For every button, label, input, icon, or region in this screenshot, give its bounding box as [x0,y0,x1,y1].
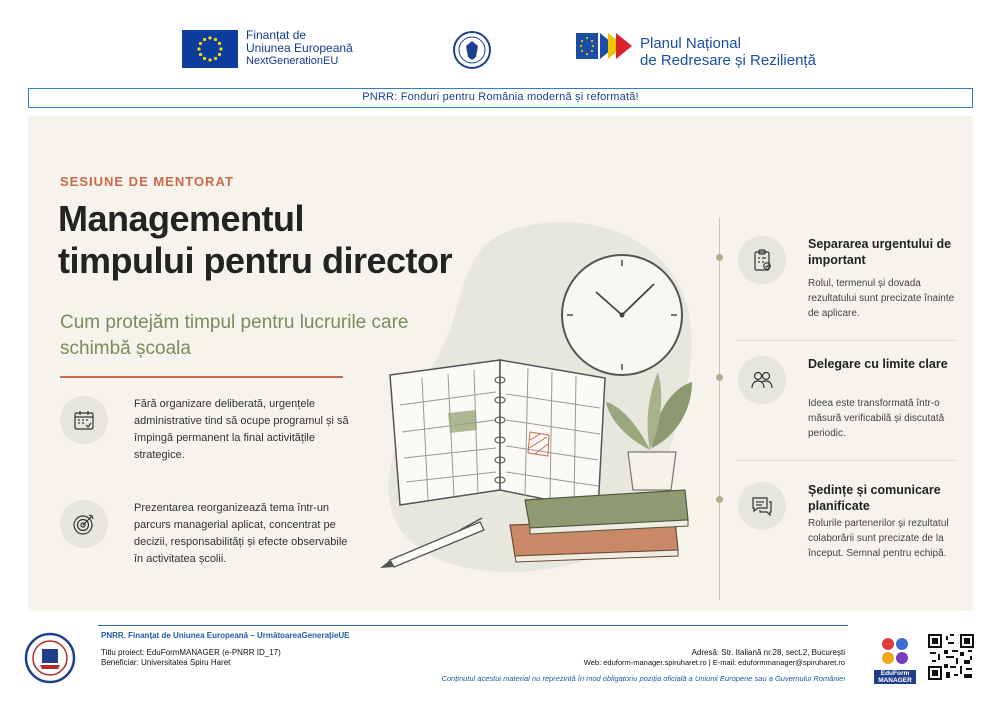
divider [60,376,343,378]
open-planner-icon [390,360,605,510]
left-feature-text: Prezentarea reorganizează tema într-un parcurs managerial aplicat, concentrat pe decizii, responsabilități și efecte observabile în activitatea școlii. [134,502,348,565]
clipboard-check-icon [738,236,786,284]
footer-line [98,625,848,626]
separator [736,460,956,461]
eduform-label [874,670,916,684]
timeline-dot [716,374,723,381]
eu-funding-text [246,29,353,68]
calendar-check-icon [60,396,108,444]
clock-icon [562,255,682,375]
target-icon [60,500,108,548]
planner-illustration [360,200,700,600]
footer-web[interactable]: Web: eduform-manager.spiruharet.ro | E-mail: eduformmanager@spiruharet.ro [583,658,845,667]
left-feature [60,396,350,476]
eu-line-3: NextGenerationEU [246,55,339,67]
pnrr-line-1: Planul Național [640,35,741,52]
eu-flag-icon [182,30,238,68]
right-feature [738,356,968,456]
people-icon [738,356,786,404]
right-feature-title: Delegare cu limite clare [808,357,948,371]
eu-line-2: Uniunea Europeană [246,41,353,55]
government-seal-icon [452,30,492,70]
right-feature [738,236,968,336]
eduform-label-2: MANAGER [878,677,912,684]
left-feature [60,500,350,580]
pnrr-line-2: de Redresare și Reziliență [640,52,816,69]
title-line-2: timpului pentru director [58,240,453,281]
eduform-logo-icon [874,634,916,684]
footer-disclaimer: Conținutul acestui material nu reprezintă în mod obligatoriu poziția oficială a Uniunii Europene sau a Guvernului României [441,674,845,683]
right-feature [738,482,968,592]
eduform-label-1: EduForm [880,670,910,677]
timeline-line [719,218,720,600]
footer-project: Titlu proiect: EduFormMANAGER (e-PNRR ID_17) [101,648,281,657]
right-feature-text: Ideea este transformată într-o măsură verificabilă și discutată periodic. [808,398,945,439]
pnrr-text [640,35,816,69]
pnrr-banner: PNRR: Fonduri pentru România modernă și reformată! [28,88,973,108]
university-seal-icon [24,632,76,684]
eu-line-1: Finanțat de [246,28,307,42]
session-eyebrow: SESIUNE DE MENTORAT [60,174,234,189]
title-line-1: Managementul [58,198,305,239]
footer-headline: PNRR. Finanțat de Uniunea Europeană – UrmătoareaGenerațieUE [101,631,350,640]
footer-beneficiary: Beneficiar: Universitatea Spiru Haret [101,658,231,667]
timeline-dot [716,496,723,503]
timeline-dot [716,254,723,261]
right-feature-text: Rolul, termenul și dovada rezultatului sunt precizate înainte de aplicare. [808,278,955,319]
right-feature-text: Rolurile partenerilor și rezultatul colaborării sunt precizate de la început. Semnal pentru echipă. [808,518,949,559]
header-logos [0,0,1000,86]
qr-code-icon[interactable] [926,632,976,682]
chat-icon [738,482,786,530]
page-subtitle: Cum protejăm timpul pentru lucrurile care schimbă școala [60,312,409,359]
footer-address: Adresă: Str. Italiană nr.28, sect.2, București [691,648,845,657]
books-icon [510,490,688,562]
left-feature-text: Fără organizare deliberată, urgențele administrative tind să ocupe programul și să împingă permanent la final activitățile strategice. [134,398,349,461]
separator [736,340,956,341]
right-feature-title: Separarea urgentului de important [808,237,952,267]
right-feature-title: Ședințe și comunicare planificate [808,483,941,513]
pnrr-logo-icon [576,31,634,61]
